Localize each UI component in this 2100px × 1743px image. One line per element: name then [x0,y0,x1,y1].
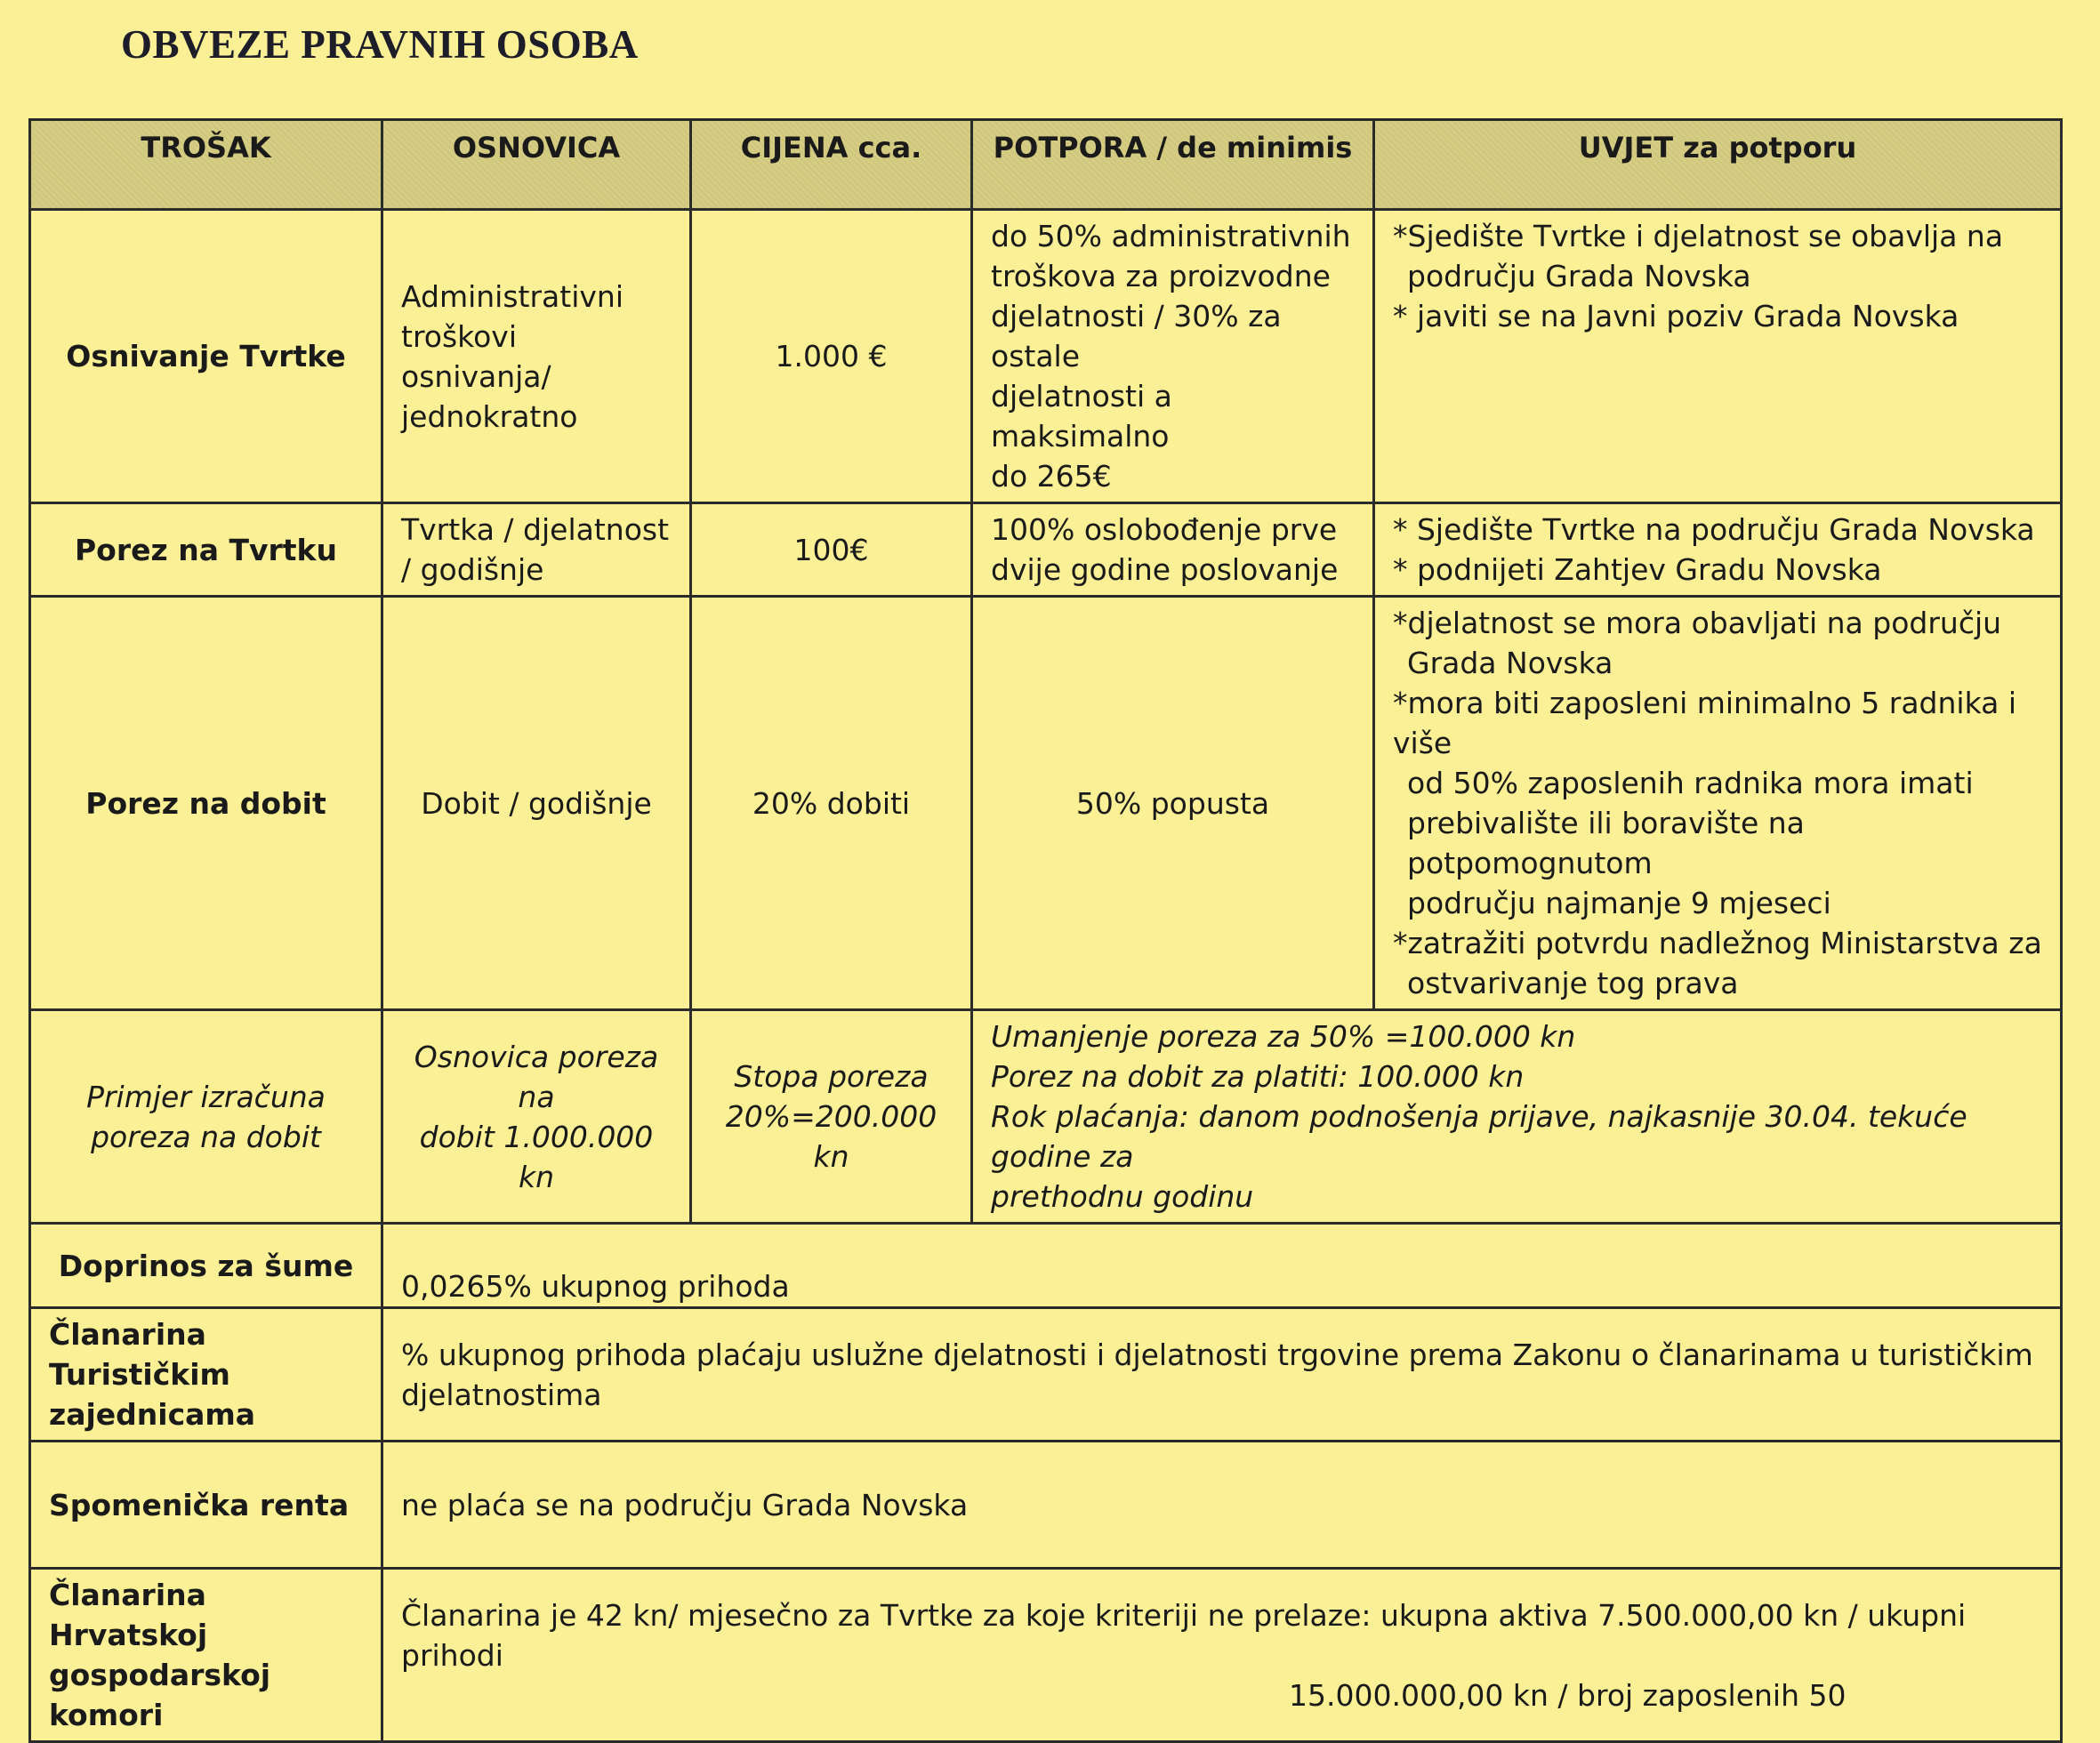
table-header-row [30,120,2062,210]
table-row [30,597,2062,1010]
cost-name-cell: Doprinos za šume [30,1224,382,1308]
price-cell: Stopa poreza 20%=200.000 kn [691,1010,972,1224]
cost-name-cell: Osnivanje Tvrtke [30,210,382,503]
description-cell: 0,0265% ukupnog prihoda [382,1224,2062,1308]
table-row [30,210,2062,503]
basis-cell: Tvrtka / djelatnost / godišnje [382,503,691,597]
support-cell: 100% oslobođenje prve dvije godine poslovanje [972,503,1374,597]
table-row [30,1010,2062,1224]
price-cell: 1.000 € [691,210,972,503]
cost-name-cell: Spomenička renta [30,1442,382,1569]
cost-name-cell: Primjer izračuna poreza na dobit [30,1010,382,1224]
column-header-cijena: CIJENA cca. [691,120,972,210]
support-cell: 50% popusta [972,597,1374,1010]
obligations-table [28,118,2063,1743]
description-cell: ne plaća se na području Grada Novska [382,1442,2062,1569]
document-title: OBVEZE PRAVNIH OSOBA [121,22,639,67]
condition-cell: *djelatnost se mora obavljati na području Grada Novska *mora biti zaposleni minimalno 5 radnika i više od 50% zaposlenih radnika mora imati prebivalište ili boravište na potpomognutom području najmanje 9 mjeseci *zatražiti potvrdu nadležnog Ministarstva za ostvarivanje tog prava [1374,597,2062,1010]
condition-cell: *Sjedište Tvrtke i djelatnost se obavlja na području Grada Novska * javiti se na Javni poziv Grada Novska [1374,210,2062,503]
column-header-trosak: TROŠAK [30,120,382,210]
cost-name-cell: Članarina Turističkim zajednicama [30,1308,382,1442]
column-header-uvjet: UVJET za potporu [1374,120,2062,210]
table-row [30,1308,2062,1442]
cost-name-cell: Porez na dobit [30,597,382,1010]
table-row [30,503,2062,597]
example-calculation-cell: Umanjenje poreza za 50% =100.000 kn Porez na dobit za platiti: 100.000 kn Rok plaćanja: danom podnošenja prijave, najkasnije 30.04. tekuće godine za prethodnu godinu [972,1010,2062,1224]
table-row [30,1569,2062,1742]
table-row [30,1224,2062,1308]
cost-name-cell: Članarina Hrvatskoj gospodarskoj komori [30,1569,382,1742]
basis-cell: Osnovica poreza na dobit 1.000.000 kn [382,1010,691,1224]
basis-cell: Administrativni troškovi osnivanja/ jednokratno [382,210,691,503]
support-cell: do 50% administrativnih troškova za proizvodne djelatnosti / 30% za ostale djelatnosti a maksimalno do 265€ [972,210,1374,503]
column-header-osnovica: OSNOVICA [382,120,691,210]
condition-cell: * Sjedište Tvrtke na području Grada Novska * podnijeti Zahtjev Gradu Novska [1374,503,2062,597]
price-cell: 100€ [691,503,972,597]
column-header-potpora: POTPORA / de minimis [972,120,1374,210]
cost-name-cell: Porez na Tvrtku [30,503,382,597]
price-cell: 20% dobiti [691,597,972,1010]
table-row [30,1442,2062,1569]
description-cell: % ukupnog prihoda plaćaju uslužne djelatnosti i djelatnosti trgovine prema Zakonu o članarinama u turističkim djelatnostima [382,1308,2062,1442]
description-cell: Članarina je 42 kn/ mjesečno za Tvrtke za koje kriteriji ne prelaze: ukupna aktiva 7.500.000,00 kn / ukupni prihodi 15.000.000,00 kn / broj zaposlenih 50 [382,1569,2062,1742]
basis-cell: Dobit / godišnje [382,597,691,1010]
